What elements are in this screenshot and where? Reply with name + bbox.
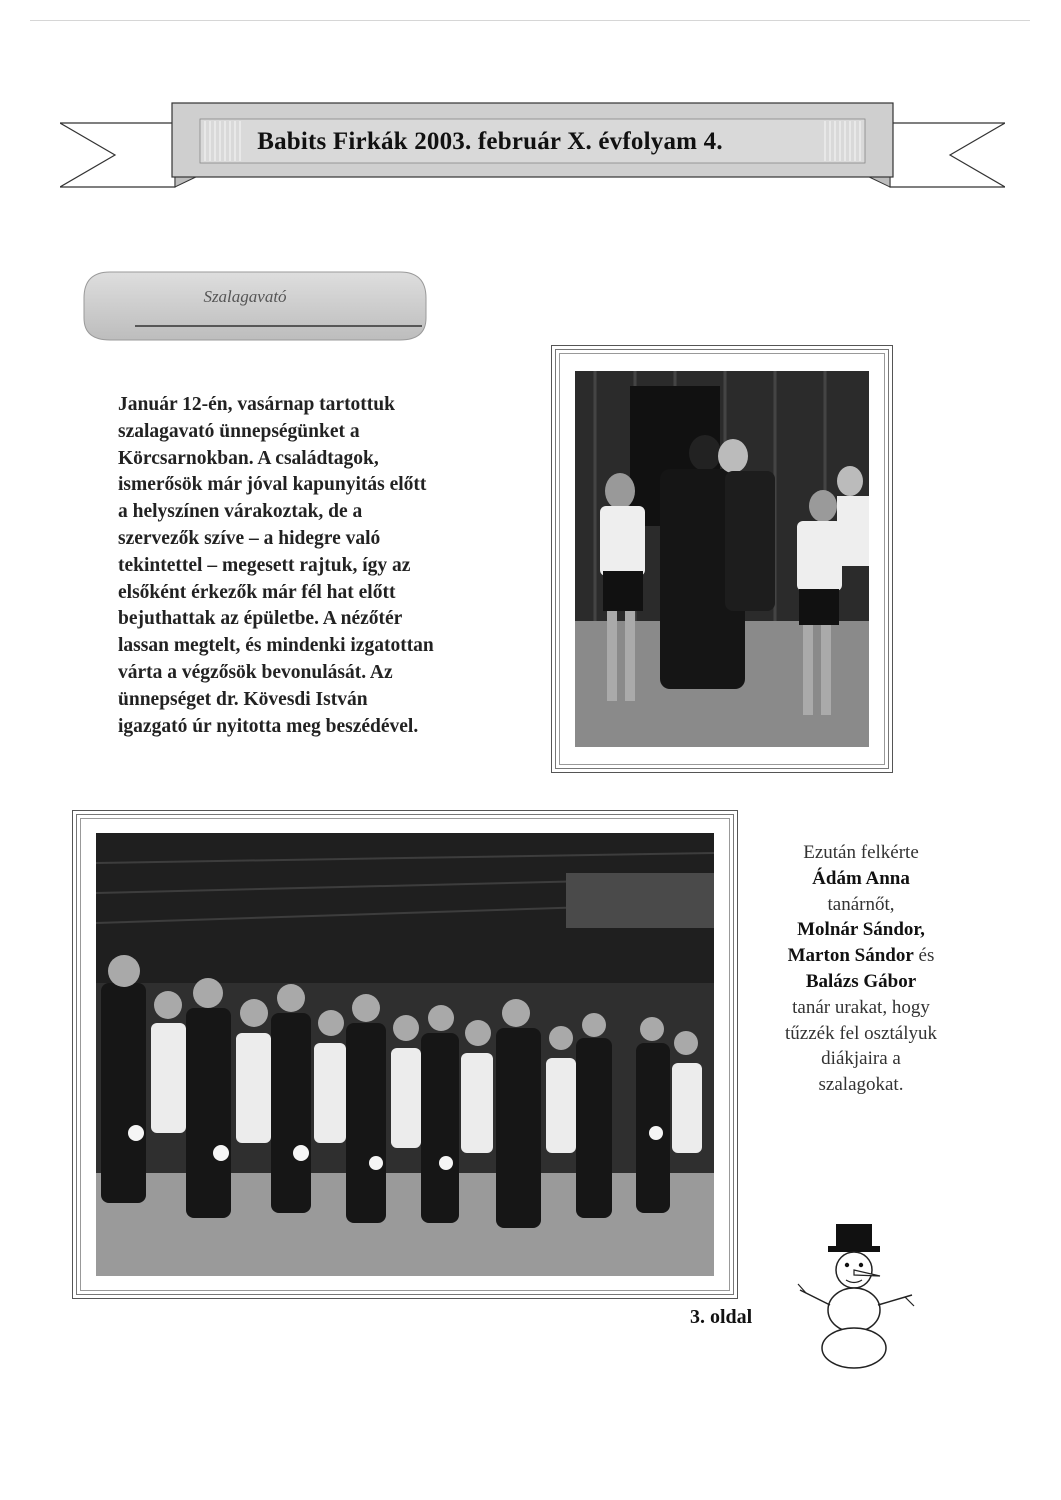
section-title: Szalagavató — [203, 287, 287, 306]
side-text-line: Ezután felkérte — [803, 842, 919, 863]
page-number: 3. oldal — [690, 1306, 753, 1328]
side-text-line: szalagokat. — [818, 1074, 904, 1096]
top-rule — [30, 20, 1030, 21]
intro-paragraph: Január 12-én, vasárnap tartottuk szalagavató ünnepségünket a Körcsarnokban. A családtagok, ismerősök már jóval kapunyitás előtt a helyszínen várakoztak, de a szervezők szíve – a hidegre való tekintettel – megesett rajtuk, így az elsőként érkezők már fél hat előtt bejuthattak az épületbe. A nézőtér lassan megtelt, és mindenki izgatottan várta a végzősök bevonulását. Az ünnepséget dr. Kövesdi István igazgató úr nyitotta meg beszédével. — [118, 394, 434, 737]
ceremony-photo-frame — [551, 345, 893, 773]
teacher-name: Molnár Sándor, — [797, 919, 925, 941]
side-text-line: tűzzék fel osztályuk — [785, 1022, 937, 1044]
side-text-conjunction: és — [918, 945, 935, 967]
snowman-icon — [790, 1220, 920, 1370]
teacher-name: Ádám Anna — [812, 867, 910, 889]
side-paragraph — [748, 840, 974, 1098]
side-text-line: diákjaira a — [821, 1048, 901, 1070]
ribbon-pinning-photo — [96, 833, 714, 1276]
teacher-name: Balázs Gábor — [805, 970, 917, 992]
ribbon-pinning-photo-frame — [72, 810, 738, 1299]
ceremony-photo — [575, 371, 869, 747]
side-text-line: tanár urakat, hogy — [792, 996, 930, 1018]
newsletter-title: Babits Firkák 2003. február X. évfolyam 4. — [257, 128, 723, 155]
side-text-line: tanárnőt, — [827, 893, 895, 915]
teacher-name: Marton Sándor — [787, 945, 914, 967]
